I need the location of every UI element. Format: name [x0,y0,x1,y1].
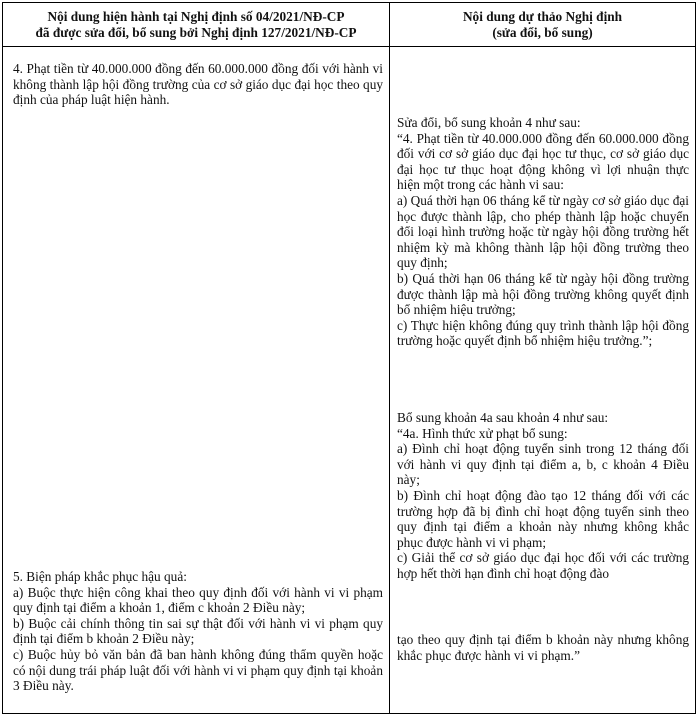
right-add-clause-4a-continued [397,632,689,663]
clause-5-heading: 5. Biện pháp khắc phục hậu quả: [13,569,187,584]
add-4a-point-b: b) Đình chỉ hoạt động đào tạo 12 tháng đối với các trường hợp đã bị đình chỉ hoạt động tuyển sinh theo quy định tại điểm a khoản này nhưng không khắc phục được hành vi vi phạm; [397,487,689,550]
add-4a-heading: “4a. Hình thức xử phạt bổ sung: [397,425,568,441]
clause-5-point-b: b) Buộc cải chính thông tin sai sự thật đối với hành vi vi phạm quy định tại điểm b khoản 2 Điều này; [13,615,383,647]
header-draft-content [390,3,695,46]
add-4a-point-a: a) Đình chỉ hoạt động tuyển sinh trong 12 tháng đối với hành vi quy định tại điểm a, b, c khoản 4 Điều này; [397,441,689,488]
add-4a-intro: Bổ sung khoản 4a sau khoản 4 như sau: [397,410,609,425]
left-clause-5 [13,569,383,694]
header-right-line1: Nội dung dự thảo Nghị định [462,8,623,24]
header-divider [3,46,695,47]
header-left-line1: Nội dung hiện hành tại Nghị định số 04/2021/NĐ-CP [47,8,345,24]
amend-4-point-a: a) Quá thời hạn 06 tháng kể từ ngày cơ sở giáo dục đại học được thành lập, cho phép thành lập hoặc chuyển đổi loại hình trường hoặc từ ngày hội đồng trường hết nhiệm kỳ mà không thành lập hội đồng trường theo quy định; [397,192,689,271]
clause-4-text: 4. Phạt tiền từ 40.000.000 đồng đến 60.000.000 đồng đối với hành vi không thành lập hội đồng trường của cơ sở giáo dục đại học theo quy định của pháp luật hiện hành. [13,61,383,108]
amend-4-point-b: b) Quá thời hạn 06 tháng kể từ ngày hội đồng trường được thành lập mà hội đồng trường không quyết định bổ nhiệm hiệu trưởng; [397,270,689,318]
add-4a-point-c-cont: tạo theo quy định tại điểm b khoản này nhưng không khắc phục được hành vi vi phạm.” [397,632,689,663]
left-clause-4 [13,61,383,108]
amend-4-point-c: c) Thực hiện không đúng quy trình thành lập hội đồng trường hoặc quyết định bổ nhiệm hiệu trưởng.”; [397,317,689,349]
header-current-content [3,3,389,46]
amend-4-text: “4. Phạt tiền từ 40.000.000 đồng đến 60.000.000 đồng đối với cơ sở giáo dục đại học tư thục, cơ sở giáo dục đại học tư thục hoạt động không vì lợi nhuận thực hiện một trong các hành vi sau: [397,130,689,193]
header-right-line2: (sửa đổi, bổ sung) [492,24,593,40]
clause-5-point-a: a) Buộc thực hiện công khai theo quy định đối với hành vi vi phạm quy định tại điểm a khoản 1, điểm c khoản 2 Điều này; [13,584,383,616]
right-amend-clause-4 [397,115,689,349]
amend-4-intro: Sửa đổi, bổ sung khoản 4 như sau: [397,115,581,130]
header-left-line2: đã được sửa đổi, bổ sung bởi Nghị định 127/2021/NĐ-CP [35,24,357,40]
comparison-table [2,2,696,714]
add-4a-point-c: c) Giải thể cơ sở giáo dục đại học đối với các trường hợp hết thời hạn đình chỉ hoạt động đào [397,550,689,581]
right-add-clause-4a [397,410,689,582]
clause-5-point-c: c) Buộc hủy bỏ văn bản đã ban hành không đúng thẩm quyền hoặc có nội dung trái pháp luật đối với hành vi vi phạm quy định tại khoản 3 Điều này. [13,646,383,694]
column-divider [389,3,390,713]
